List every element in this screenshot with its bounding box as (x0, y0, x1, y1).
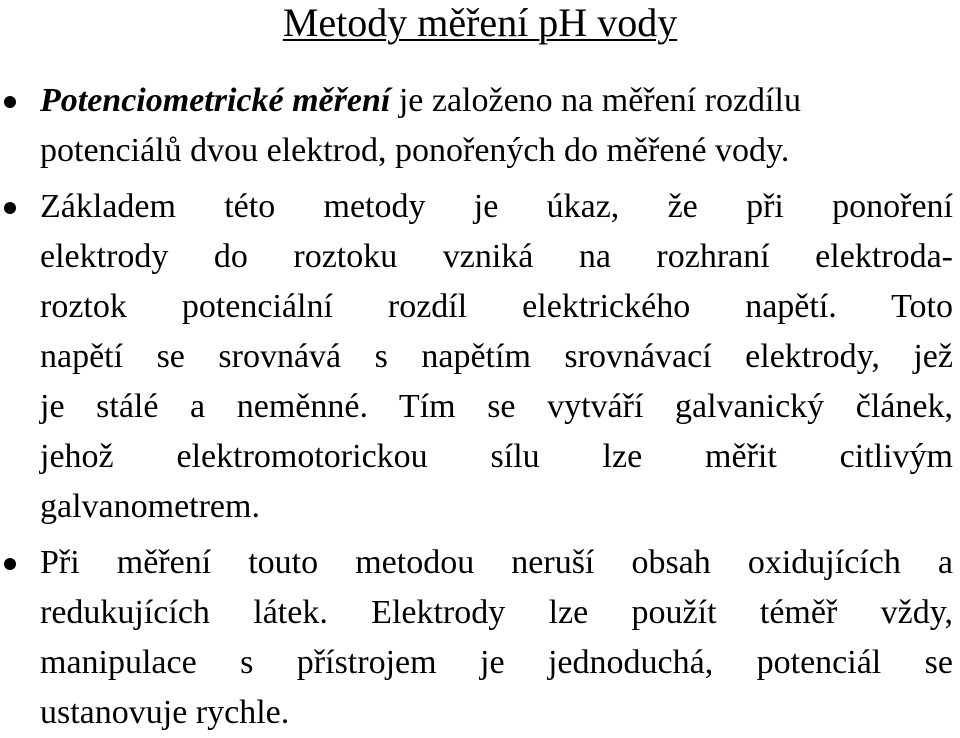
bullet-item-3 (0, 538, 960, 738)
bullet-line: roztok potenciální rozdíl elektrického napětí. Toto (40, 288, 953, 325)
page-title: Metody měření pH vody (282, 0, 678, 45)
bullet-line: Základem této metody je úkaz, že při ponoření (40, 188, 953, 225)
bullet-line: ustanovuje rychle. (40, 694, 290, 731)
line-text: je založeno na měření rozdílu (390, 82, 801, 119)
bullet-line: redukujících látek. Elektrody lze použít téměř vždy, (40, 594, 953, 631)
bullet-line: napětí se srovnává s napětím srovnávací elektrody, jež (40, 338, 953, 375)
bullet-icon (4, 558, 16, 570)
bullet-icon (4, 96, 16, 108)
bullet-item-1 (0, 76, 960, 176)
bullet-item-2 (0, 182, 960, 532)
bullet-line: potenciálů dvou elektrod, ponořených do měřené vody. (40, 132, 790, 169)
bullet-line: Při měření touto metodou neruší obsah oxidujících a (40, 544, 953, 581)
bullet-line (40, 76, 953, 126)
bullet-icon (4, 202, 16, 214)
emphasis-text: Potenciometrické měření (40, 82, 391, 119)
bullet-line: je stálé a neměnné. Tím se vytváří galvanický článek, (40, 388, 953, 425)
bullet-list (0, 76, 960, 738)
bullet-line: manipulace s přístrojem je jednoduchá, potenciál se (40, 644, 953, 681)
bullet-line: jehož elektromotorickou sílu lze měřit citlivým (40, 438, 953, 475)
bullet-line: elektrody do roztoku vzniká na rozhraní elektroda- (40, 238, 953, 275)
bullet-line: galvanometrem. (40, 488, 260, 525)
